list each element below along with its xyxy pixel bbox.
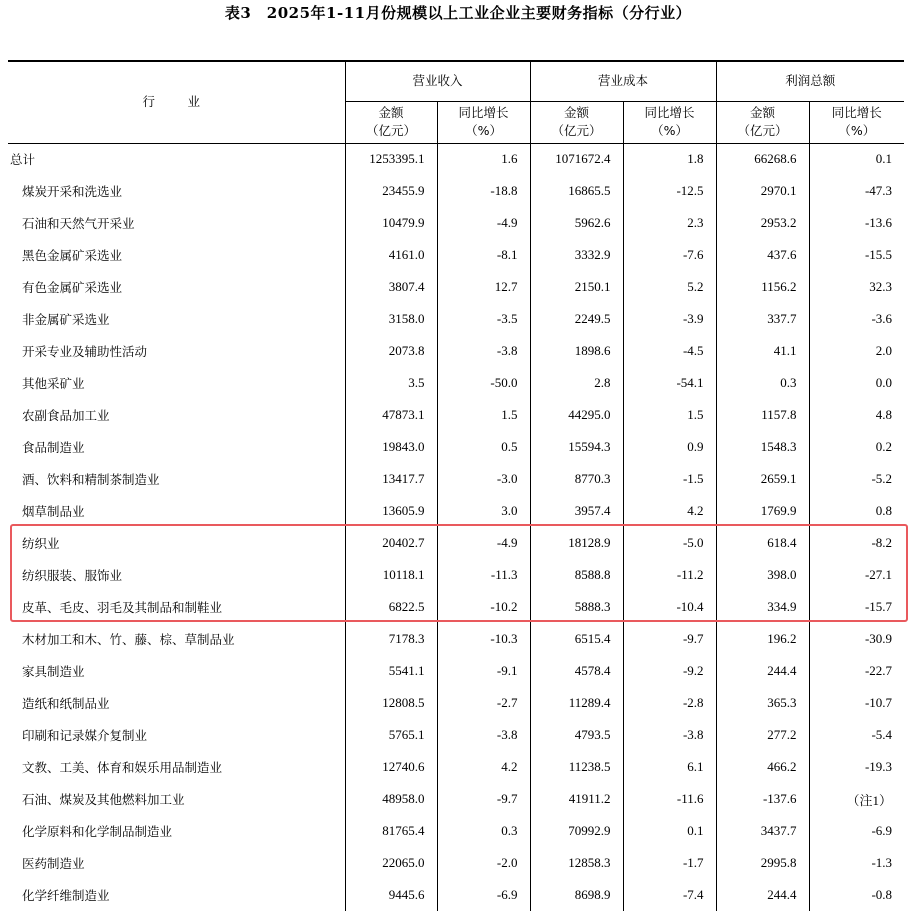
table-row (8, 879, 904, 911)
table-row (8, 207, 904, 239)
cost-yoy-cell: -54.1 (623, 367, 716, 399)
cost-yoy-cell: 6.1 (623, 751, 716, 783)
revenue-amount-cell: 12740.6 (345, 751, 437, 783)
revenue-amount-cell: 48958.0 (345, 783, 437, 815)
profit-amount-cell: 244.4 (716, 879, 809, 911)
profit-yoy-cell: -15.5 (809, 239, 904, 271)
industry-name: 印刷和记录媒介复制业 (22, 728, 148, 743)
revenue-amount-cell: 3.5 (345, 367, 437, 399)
industry-name: 纺织服装、服饰业 (22, 568, 123, 583)
profit-amount-cell: 398.0 (716, 559, 809, 591)
revenue-yoy-cell: -4.9 (437, 207, 530, 239)
industry-header: 行 业 (8, 61, 345, 143)
profit-amount-cell: 0.3 (716, 367, 809, 399)
profit-yoy-cell: -6.9 (809, 815, 904, 847)
financial-indicators-table (8, 60, 904, 911)
table-row (8, 271, 904, 303)
profit-header: 利润总额 (716, 61, 904, 101)
profit-yoy-cell: -10.7 (809, 687, 904, 719)
cost-yoy-cell: -10.4 (623, 591, 716, 623)
industry-name: 其他采矿业 (22, 376, 85, 391)
table-row (8, 719, 904, 751)
cost-amount-cell: 11238.5 (530, 751, 623, 783)
revenue-yoy-header: 同比增长 （%） (437, 101, 530, 143)
revenue-yoy-cell: -50.0 (437, 367, 530, 399)
table-body (8, 143, 904, 911)
revenue-yoy-cell: 0.3 (437, 815, 530, 847)
industry-name: 皮革、毛皮、羽毛及其制品和制鞋业 (22, 600, 223, 615)
industry-name: 石油、煤炭及其他燃料加工业 (22, 792, 185, 807)
revenue-amount-header: 金额 （亿元） (345, 101, 437, 143)
revenue-amount-cell: 13417.7 (345, 463, 437, 495)
profit-yoy-cell: -19.3 (809, 751, 904, 783)
profit-yoy-cell: （注1） (809, 783, 904, 815)
revenue-yoy-cell: 3.0 (437, 495, 530, 527)
cost-yoy-cell: -2.8 (623, 687, 716, 719)
table-row (8, 623, 904, 655)
profit-yoy-cell: -22.7 (809, 655, 904, 687)
industry-name: 化学纤维制造业 (22, 888, 110, 903)
revenue-yoy-cell: 1.5 (437, 399, 530, 431)
industry-name: 酒、饮料和精制茶制造业 (22, 472, 160, 487)
revenue-amount-cell: 10118.1 (345, 559, 437, 591)
revenue-yoy-cell: -8.1 (437, 239, 530, 271)
revenue-amount-cell: 13605.9 (345, 495, 437, 527)
cost-yoy-cell: 0.9 (623, 431, 716, 463)
industry-name: 家具制造业 (22, 664, 85, 679)
profit-amount-cell: 2995.8 (716, 847, 809, 879)
cost-yoy-cell: 5.2 (623, 271, 716, 303)
profit-amount-cell: 466.2 (716, 751, 809, 783)
industry-name: 造纸和纸制品业 (22, 696, 110, 711)
profit-amount-cell: 41.1 (716, 335, 809, 367)
revenue-amount-cell: 5541.1 (345, 655, 437, 687)
cost-header: 营业成本 (530, 61, 716, 101)
profit-amount-cell: 1548.3 (716, 431, 809, 463)
profit-yoy-cell: -13.6 (809, 207, 904, 239)
table-row (8, 655, 904, 687)
table-row (8, 687, 904, 719)
cost-amount-cell: 4578.4 (530, 655, 623, 687)
cost-amount-cell: 44295.0 (530, 399, 623, 431)
revenue-amount-cell: 3158.0 (345, 303, 437, 335)
profit-amount-cell: -137.6 (716, 783, 809, 815)
profit-yoy-cell: -1.3 (809, 847, 904, 879)
industry-name: 煤炭开采和洗选业 (22, 184, 123, 199)
revenue-yoy-cell: -3.8 (437, 335, 530, 367)
table-row (8, 591, 904, 623)
profit-yoy-cell: 0.2 (809, 431, 904, 463)
cost-amount-cell: 3332.9 (530, 239, 623, 271)
cost-amount-cell: 1071672.4 (530, 143, 623, 175)
cost-amount-cell: 11289.4 (530, 687, 623, 719)
cost-yoy-cell: -9.2 (623, 655, 716, 687)
cost-amount-cell: 4793.5 (530, 719, 623, 751)
table-row (8, 783, 904, 815)
profit-yoy-cell: -15.7 (809, 591, 904, 623)
profit-amount-cell: 334.9 (716, 591, 809, 623)
revenue-amount-cell: 9445.6 (345, 879, 437, 911)
cost-yoy-cell: 1.5 (623, 399, 716, 431)
table-row (8, 399, 904, 431)
revenue-yoy-cell: -10.2 (437, 591, 530, 623)
profit-yoy-cell: -5.2 (809, 463, 904, 495)
table-row (8, 751, 904, 783)
cost-yoy-cell: 0.1 (623, 815, 716, 847)
revenue-amount-cell: 5765.1 (345, 719, 437, 751)
cost-amount-cell: 2249.5 (530, 303, 623, 335)
cost-yoy-cell: 2.3 (623, 207, 716, 239)
profit-amount-cell: 2970.1 (716, 175, 809, 207)
cost-yoy-cell: -12.5 (623, 175, 716, 207)
cost-amount-cell: 5888.3 (530, 591, 623, 623)
revenue-amount-cell: 12808.5 (345, 687, 437, 719)
table-row (8, 527, 904, 559)
profit-yoy-cell: 0.1 (809, 143, 904, 175)
profit-amount-cell: 1156.2 (716, 271, 809, 303)
profit-yoy-cell: -27.1 (809, 559, 904, 591)
table-row (8, 463, 904, 495)
revenue-yoy-cell: -3.0 (437, 463, 530, 495)
profit-amount-cell: 2953.2 (716, 207, 809, 239)
cost-yoy-cell: 4.2 (623, 495, 716, 527)
profit-yoy-cell: 0.8 (809, 495, 904, 527)
revenue-amount-cell: 7178.3 (345, 623, 437, 655)
revenue-amount-cell: 2073.8 (345, 335, 437, 367)
profit-yoy-cell: -5.4 (809, 719, 904, 751)
table-row (8, 559, 904, 591)
revenue-yoy-cell: 12.7 (437, 271, 530, 303)
cost-yoy-cell: -7.4 (623, 879, 716, 911)
cost-yoy-header: 同比增长 （%） (623, 101, 716, 143)
revenue-yoy-cell: -10.3 (437, 623, 530, 655)
profit-amount-cell: 337.7 (716, 303, 809, 335)
cost-yoy-cell: -3.9 (623, 303, 716, 335)
revenue-amount-cell: 3807.4 (345, 271, 437, 303)
revenue-yoy-cell: -4.9 (437, 527, 530, 559)
profit-amount-cell: 277.2 (716, 719, 809, 751)
table-row (8, 431, 904, 463)
revenue-yoy-cell: -2.7 (437, 687, 530, 719)
cost-yoy-cell: -4.5 (623, 335, 716, 367)
cost-amount-cell: 2.8 (530, 367, 623, 399)
profit-amount-cell: 618.4 (716, 527, 809, 559)
cost-yoy-cell: -1.5 (623, 463, 716, 495)
profit-amount-cell: 244.4 (716, 655, 809, 687)
revenue-amount-cell: 81765.4 (345, 815, 437, 847)
cost-amount-cell: 15594.3 (530, 431, 623, 463)
industry-name: 开采专业及辅助性活动 (22, 344, 148, 359)
cost-yoy-cell: 1.8 (623, 143, 716, 175)
table-title: 表3 2025年1-11月份规模以上工业企业主要财务指标（分行业） (224, 4, 692, 22)
table-row (8, 847, 904, 879)
revenue-yoy-cell: 4.2 (437, 751, 530, 783)
cost-amount-cell: 1898.6 (530, 335, 623, 367)
cost-amount-header: 金额 （亿元） (530, 101, 623, 143)
table-row (8, 495, 904, 527)
revenue-amount-cell: 19843.0 (345, 431, 437, 463)
table-row (8, 367, 904, 399)
industry-name: 食品制造业 (22, 440, 85, 455)
profit-amount-cell: 3437.7 (716, 815, 809, 847)
revenue-amount-cell: 23455.9 (345, 175, 437, 207)
table-row (8, 303, 904, 335)
revenue-amount-cell: 22065.0 (345, 847, 437, 879)
revenue-amount-cell: 47873.1 (345, 399, 437, 431)
profit-yoy-cell: 0.0 (809, 367, 904, 399)
industry-name: 化学原料和化学制品制造业 (22, 824, 173, 839)
industry-name: 有色金属矿采选业 (22, 280, 123, 295)
revenue-yoy-cell: -9.1 (437, 655, 530, 687)
profit-yoy-cell: -8.2 (809, 527, 904, 559)
cost-amount-cell: 6515.4 (530, 623, 623, 655)
cost-yoy-cell: -9.7 (623, 623, 716, 655)
cost-yoy-cell: -11.2 (623, 559, 716, 591)
table-row (8, 239, 904, 271)
profit-amount-cell: 1769.9 (716, 495, 809, 527)
revenue-yoy-cell: -3.8 (437, 719, 530, 751)
industry-name: 烟草制品业 (22, 504, 85, 519)
revenue-amount-cell: 6822.5 (345, 591, 437, 623)
revenue-yoy-cell: -18.8 (437, 175, 530, 207)
revenue-amount-cell: 20402.7 (345, 527, 437, 559)
cost-amount-cell: 12858.3 (530, 847, 623, 879)
profit-amount-cell: 365.3 (716, 687, 809, 719)
cost-amount-cell: 3957.4 (530, 495, 623, 527)
industry-name: 文教、工美、体育和娱乐用品制造业 (22, 760, 223, 775)
profit-amount-cell: 2659.1 (716, 463, 809, 495)
revenue-yoy-cell: -9.7 (437, 783, 530, 815)
cost-amount-cell: 8588.8 (530, 559, 623, 591)
profit-yoy-cell: 2.0 (809, 335, 904, 367)
revenue-yoy-cell: 0.5 (437, 431, 530, 463)
profit-yoy-cell: 4.8 (809, 399, 904, 431)
cost-amount-cell: 8770.3 (530, 463, 623, 495)
revenue-yoy-cell: -11.3 (437, 559, 530, 591)
profit-yoy-header: 同比增长 （%） (809, 101, 904, 143)
industry-name: 木材加工和木、竹、藤、棕、草制品业 (22, 632, 235, 647)
revenue-header: 营业收入 (345, 61, 530, 101)
industry-name: 非金属矿采选业 (22, 312, 110, 327)
table-row (8, 175, 904, 207)
profit-yoy-cell: 32.3 (809, 271, 904, 303)
total-row (8, 143, 904, 175)
industry-name: 纺织业 (22, 536, 60, 551)
cost-amount-cell: 5962.6 (530, 207, 623, 239)
cost-yoy-cell: -11.6 (623, 783, 716, 815)
profit-yoy-cell: -3.6 (809, 303, 904, 335)
revenue-yoy-cell: 1.6 (437, 143, 530, 175)
cost-yoy-cell: -7.6 (623, 239, 716, 271)
cost-yoy-cell: -1.7 (623, 847, 716, 879)
industry-name: 黑色金属矿采选业 (22, 248, 123, 263)
profit-amount-cell: 437.6 (716, 239, 809, 271)
cost-amount-cell: 70992.9 (530, 815, 623, 847)
industry-name: 总计 (10, 152, 36, 168)
cost-amount-cell: 16865.5 (530, 175, 623, 207)
cost-amount-cell: 2150.1 (530, 271, 623, 303)
revenue-yoy-cell: -3.5 (437, 303, 530, 335)
industry-name: 医药制造业 (22, 856, 85, 871)
profit-yoy-cell: -0.8 (809, 879, 904, 911)
cost-yoy-cell: -5.0 (623, 527, 716, 559)
cost-amount-cell: 41911.2 (530, 783, 623, 815)
profit-amount-cell: 196.2 (716, 623, 809, 655)
revenue-yoy-cell: -6.9 (437, 879, 530, 911)
industry-name: 农副食品加工业 (22, 408, 110, 423)
profit-amount-cell: 66268.6 (716, 143, 809, 175)
revenue-yoy-cell: -2.0 (437, 847, 530, 879)
profit-amount-header: 金额 （亿元） (716, 101, 809, 143)
table-row (8, 815, 904, 847)
table-row (8, 335, 904, 367)
profit-amount-cell: 1157.8 (716, 399, 809, 431)
profit-yoy-cell: -30.9 (809, 623, 904, 655)
revenue-amount-cell: 1253395.1 (345, 143, 437, 175)
industry-name: 石油和天然气开采业 (22, 216, 135, 231)
cost-amount-cell: 18128.9 (530, 527, 623, 559)
revenue-amount-cell: 4161.0 (345, 239, 437, 271)
profit-yoy-cell: -47.3 (809, 175, 904, 207)
cost-amount-cell: 8698.9 (530, 879, 623, 911)
revenue-amount-cell: 10479.9 (345, 207, 437, 239)
cost-yoy-cell: -3.8 (623, 719, 716, 751)
